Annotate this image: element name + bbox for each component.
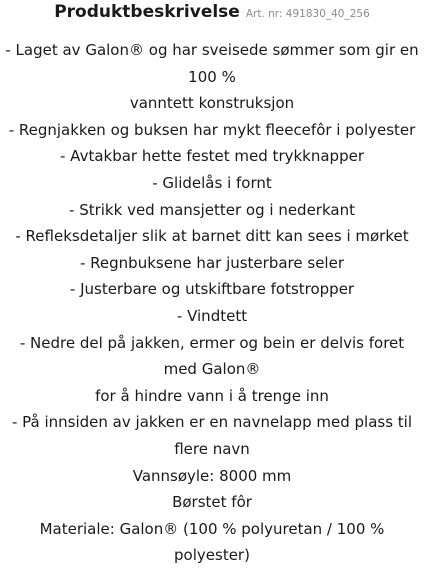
description-line: 100 % [188,67,236,86]
description-line: - Refleksdetaljer slik at barnet ditt kan sees i mørket [15,227,409,246]
description-line: - Regnbuksene har justerbare seler [79,253,344,272]
description-line: Børstet fôr [172,493,252,512]
description-line: Vannsøyle: 8000 mm [132,466,292,485]
description-line: - Regnjakken og buksen har mykt fleecefôr i polyester [8,120,416,139]
description-line: - Avtakbar hette festet med trykknapper [60,147,364,166]
description-line: - Nedre del på jakken, ermer og bein er delvis foret [19,333,405,352]
description-header [0,2,424,29]
description-line: flere navn [174,439,250,458]
description-line: vanntett konstruksjon [129,94,295,113]
article-number: Art. nr: 491830_40_256 [245,8,370,20]
description-line: - Strikk ved mansjetter og i nederkant [69,200,355,219]
description-line: - På innsiden av jakken er en navnelapp med plass til [11,413,412,432]
description-line: - Vindtett [176,306,248,325]
description-line: med Galon® [163,360,261,379]
description-line: - Glidelås i fornt [152,173,272,192]
description-line: - Laget av Galon® og har sveisede sømmer som gir en [5,41,419,59]
description-line: for å hindre vann i å trenge inn [95,386,329,405]
section-title: Produktbeskrivelse [54,2,240,22]
description-line: - Justerbare og utskiftbare fotstropper [69,280,355,299]
description-line: Materiale: Galon® (100 % polyuretan / 100 % [39,519,385,538]
description-lines [0,37,424,569]
description-line: polyester) [174,546,250,565]
